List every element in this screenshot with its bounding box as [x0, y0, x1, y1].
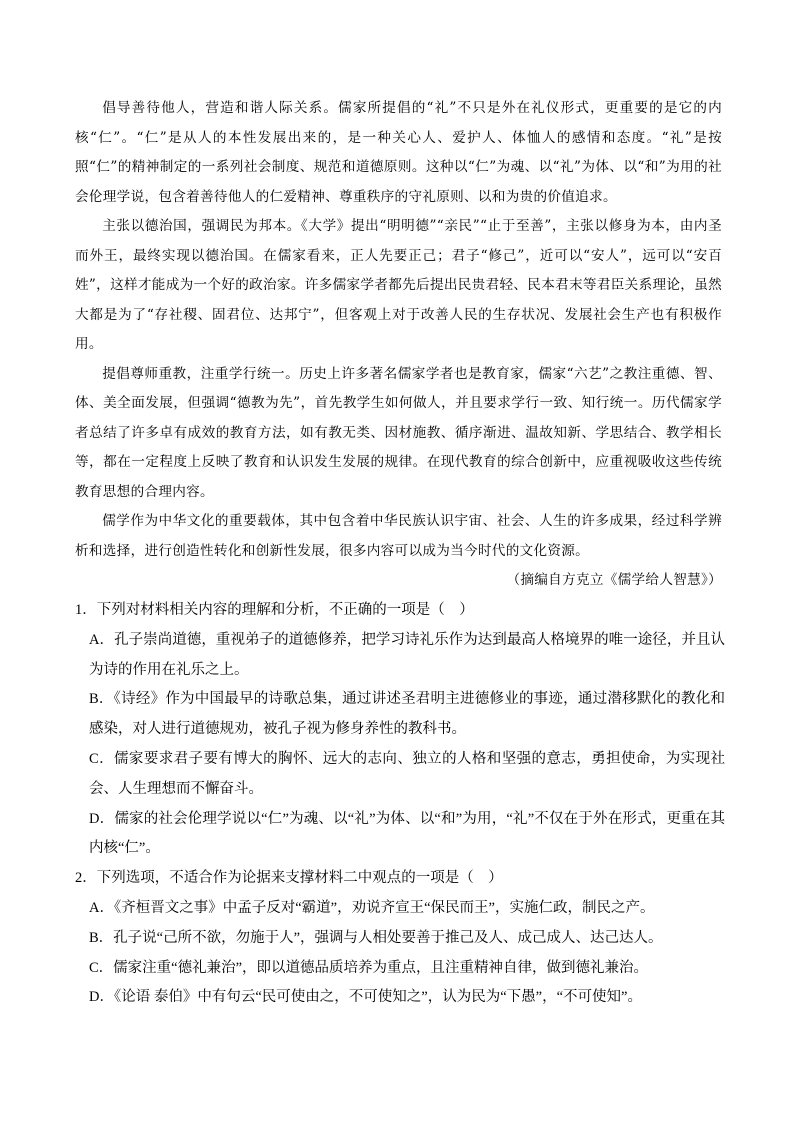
- passage-paragraph-1: 倡导善待他人，营造和谐人际关系。儒家所提倡的“礼”不只是外在礼仪形式，更重要的是它的内核“仁”。“仁”是从人的本性发展出来的，是一种关心人、爱护人、体恤人的感情和态度。“礼”是按照“仁”的精神制定的一系列社会制度、规范和道德原则。这种以“仁”为魂、以“礼”为体、以“和”为用的社会伦理学说，包含着善待他人的仁爱精神、尊重秩序的守礼原则、以和为贵的价值追求。: [75, 100, 722, 205]
- reading-passage: [75, 94, 722, 596]
- question-1-option-a[interactable]: A．孔子崇尚道德，重视弟子的道德修养，把学习诗礼乐作为达到最高人格境界的唯一途径，并且认为诗的作用在礼乐之上。: [89, 631, 725, 678]
- question-1-stem: 1．下列对材料相关内容的理解和分析，不正确的一项是（ ）: [75, 602, 474, 618]
- question-2-option-c[interactable]: C．儒家注重“德礼兼治”，即以道德品质培养为重点，且注重精神自律，做到德礼兼治。: [89, 959, 649, 976]
- question-1: [75, 596, 725, 864]
- question-1-option-d[interactable]: D．儒家的社会伦理学说以“仁”为魂、以“礼”为体、以“和”为用，“礼”不仅在于外在形式，更重在其内核“仁”。: [89, 810, 725, 857]
- passage-source: （摘编自方克立《儒学给人智慧》）: [506, 572, 722, 588]
- question-2-stem: 2．下列选项，不适合作为论据来支撑材料二中观点的一项是（ ）: [75, 870, 503, 887]
- passage-paragraph-2: 主张以德治国，强调民为邦本。《大学》提出“明明德”“亲民”“止于至善”，主张以修身为本，由内圣而外王，最终实现以德治国。在儒家看来，正人先要正己；君子“修己”，近可以“安人”，远可以“安百姓”，这样才能成为一个好的政治家。许多儒家学者都先后提出民贵君轻、民本君末等君臣关系理论，虽然大都是为了“存社稷、固君位、达邦宁”，但客观上对于改善人民的生存状况、发展社会生产也有积极作用。: [75, 218, 722, 352]
- passage-paragraph-3: 提倡尊师重教，注重学行统一。历史上许多著名儒家学者也是教育家，儒家“六艺”之教注重德、智、体、美全面发展，但强调“德教为先”，首先教学生如何做人，并且要求学行一致、知行统一。历代儒家学者总结了许多卓有成效的教育方法，如有教无类、因材施教、循序渐进、温故知新、学思结合、教学相长等，都在一定程度上反映了教育和认识发生发展的规律。在现代教育的综合创新中，应重视吸收这些传统教育思想的合理内容。: [75, 365, 722, 500]
- question-2-option-b[interactable]: B．孔子说“己所不欲，勿施于人”，强调与人相处要善于推己及人、成己成人、达己达人。: [89, 929, 663, 946]
- question-1-option-b[interactable]: B．《诗经》作为中国最早的诗歌总集，通过讲述圣君明主进德修业的事迹，通过潜移默化的教化和感染，对人进行道德规劝，被孔子视为修身养性的教科书。: [89, 691, 725, 738]
- question-2: [75, 864, 725, 1013]
- passage-paragraph-4: 儒学作为中华文化的重要载体，其中包含着中华民族认识宇宙、社会、人生的许多成果，经过科学辨析和选择，进行创造性转化和创新性发展，很多内容可以成为当今时代的文化资源。: [75, 513, 722, 559]
- question-2-option-a[interactable]: A．《齐桓晋文之事》中孟子反对“霸道”，劝说齐宣王“保民而王”，实施仁政，制民之产。: [89, 899, 655, 916]
- question-2-option-d[interactable]: D．《论语 泰伯》中有句云“民可使由之，不可使知之”，认为民为“下愚”，“不可使知”。: [89, 989, 642, 1006]
- question-list: [75, 596, 725, 1013]
- question-1-option-c[interactable]: C．儒家要求君子要有博大的胸怀、远大的志向、独立的人格和坚强的意志，勇担使命，为实现社会、人生理想而不懈奋斗。: [89, 750, 725, 797]
